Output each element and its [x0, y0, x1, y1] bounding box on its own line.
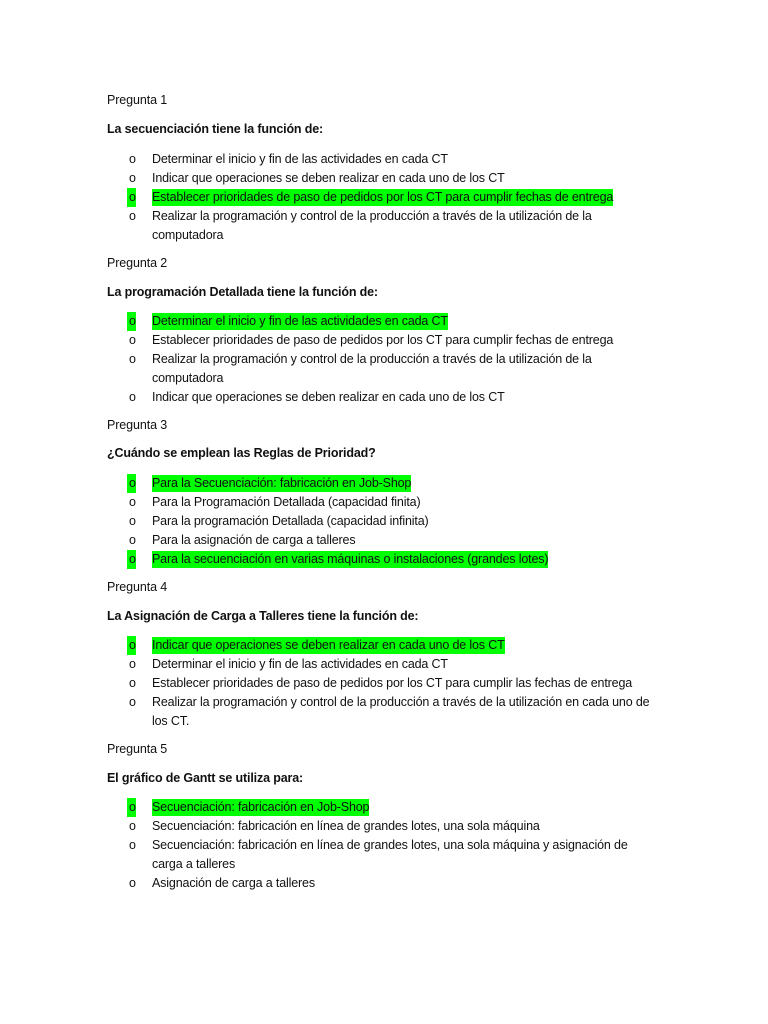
- option-text-block: [152, 798, 657, 817]
- bullet-circle-icon: o: [127, 474, 136, 493]
- option-text: Establecer prioridades de paso de pedidos por los CT para cumplir las fechas de entrega: [152, 676, 633, 690]
- bullet-circle-icon: o: [129, 171, 136, 185]
- option-text: Para la secuenciación en varias máquinas o instalaciones (grandes lotes): [152, 552, 549, 566]
- bullet-circle-icon: o: [129, 819, 136, 833]
- option-text: Determinar el inicio y fin de las actividades en cada CT: [152, 314, 448, 328]
- option-text: Determinar el inicio y fin de las actividades en cada CT: [152, 152, 448, 166]
- option-text: Indicar que operaciones se deben realizar en cada uno de los CT: [152, 638, 505, 652]
- bullet-circle-icon: o: [129, 838, 136, 852]
- option-text: Indicar que operaciones se deben realizar en cada uno de los CT: [152, 171, 505, 185]
- option-text-block: [152, 331, 657, 350]
- option-text-block: [152, 655, 657, 674]
- bullet-circle-icon: o: [127, 312, 136, 331]
- question-2-prompt: La programación Detallada tiene la función de:: [107, 285, 378, 299]
- option-text-block: [152, 836, 657, 874]
- bullet-circle-icon: o: [127, 798, 136, 817]
- option-text: Realizar la programación y control de la producción a través de la utilización de la computadora: [152, 352, 592, 385]
- option-text: Asignación de carga a talleres: [152, 876, 315, 890]
- option-text-block: [152, 817, 657, 836]
- option-text: Realizar la programación y control de la producción a través de la utilización de la computadora: [152, 209, 592, 242]
- option-text-block: [152, 169, 657, 188]
- option-text-block: [152, 550, 657, 569]
- option-text-block: [152, 207, 657, 245]
- option-text-block: [152, 636, 657, 655]
- option-text-block: [152, 693, 657, 731]
- option-text-block: [152, 674, 657, 693]
- bullet-circle-icon: o: [129, 152, 136, 166]
- option-text-block: [152, 150, 657, 169]
- question-5-prompt: El gráfico de Gantt se utiliza para:: [107, 771, 304, 785]
- option-text: Secuenciación: fabricación en Job-Shop: [152, 800, 370, 814]
- bullet-circle-icon: o: [127, 550, 136, 569]
- bullet-circle-icon: o: [129, 876, 136, 890]
- option-text-block: [152, 493, 657, 512]
- bullet-circle-icon: o: [129, 657, 136, 671]
- option-text: Para la asignación de carga a talleres: [152, 533, 356, 547]
- option-text-block: [152, 512, 657, 531]
- option-text-block: [152, 188, 657, 207]
- option-text: Para la Secuenciación: fabricación en Job-Shop: [152, 476, 412, 490]
- option-text-block: [152, 474, 657, 493]
- bullet-circle-icon: o: [129, 695, 136, 709]
- option-text-block: [152, 312, 657, 331]
- option-text: Establecer prioridades de paso de pedidos por los CT para cumplir fechas de entrega: [152, 190, 614, 204]
- option-text: Establecer prioridades de paso de pedidos por los CT para cumplir fechas de entrega: [152, 333, 614, 347]
- bullet-circle-icon: o: [129, 333, 136, 347]
- question-4-label: Pregunta 4: [107, 580, 168, 594]
- question-3-label: Pregunta 3: [107, 418, 168, 432]
- option-text-block: [152, 388, 657, 407]
- option-text: Indicar que operaciones se deben realizar en cada uno de los CT: [152, 390, 505, 404]
- bullet-circle-icon: o: [129, 495, 136, 509]
- option-text: Para la programación Detallada (capacidad infinita): [152, 514, 429, 528]
- bullet-circle-icon: o: [127, 188, 136, 207]
- question-1-prompt: La secuenciación tiene la función de:: [107, 122, 324, 136]
- question-4-prompt: La Asignación de Carga a Talleres tiene la función de:: [107, 609, 419, 623]
- question-5-label: Pregunta 5: [107, 742, 168, 756]
- bullet-circle-icon: o: [129, 676, 136, 690]
- option-text-block: [152, 531, 657, 550]
- bullet-circle-icon: o: [129, 209, 136, 223]
- question-2-label: Pregunta 2: [107, 256, 168, 270]
- bullet-circle-icon: o: [129, 352, 136, 366]
- option-text: Realizar la programación y control de la producción a través de la utilización en cada uno de los CT.: [152, 695, 650, 728]
- option-text: Determinar el inicio y fin de las actividades en cada CT: [152, 657, 448, 671]
- question-3-prompt: ¿Cuándo se emplean las Reglas de Prioridad?: [107, 446, 376, 460]
- bullet-circle-icon: o: [129, 514, 136, 528]
- option-text: Secuenciación: fabricación en línea de grandes lotes, una sola máquina y asignación de carga a talleres: [152, 838, 628, 871]
- bullet-circle-icon: o: [127, 636, 136, 655]
- bullet-circle-icon: o: [129, 390, 136, 404]
- question-1-label: Pregunta 1: [107, 93, 168, 107]
- option-text: Para la Programación Detallada (capacidad finita): [152, 495, 421, 509]
- bullet-circle-icon: o: [129, 533, 136, 547]
- option-text: Secuenciación: fabricación en línea de grandes lotes, una sola máquina: [152, 819, 540, 833]
- option-text-block: [152, 874, 657, 893]
- option-text-block: [152, 350, 657, 388]
